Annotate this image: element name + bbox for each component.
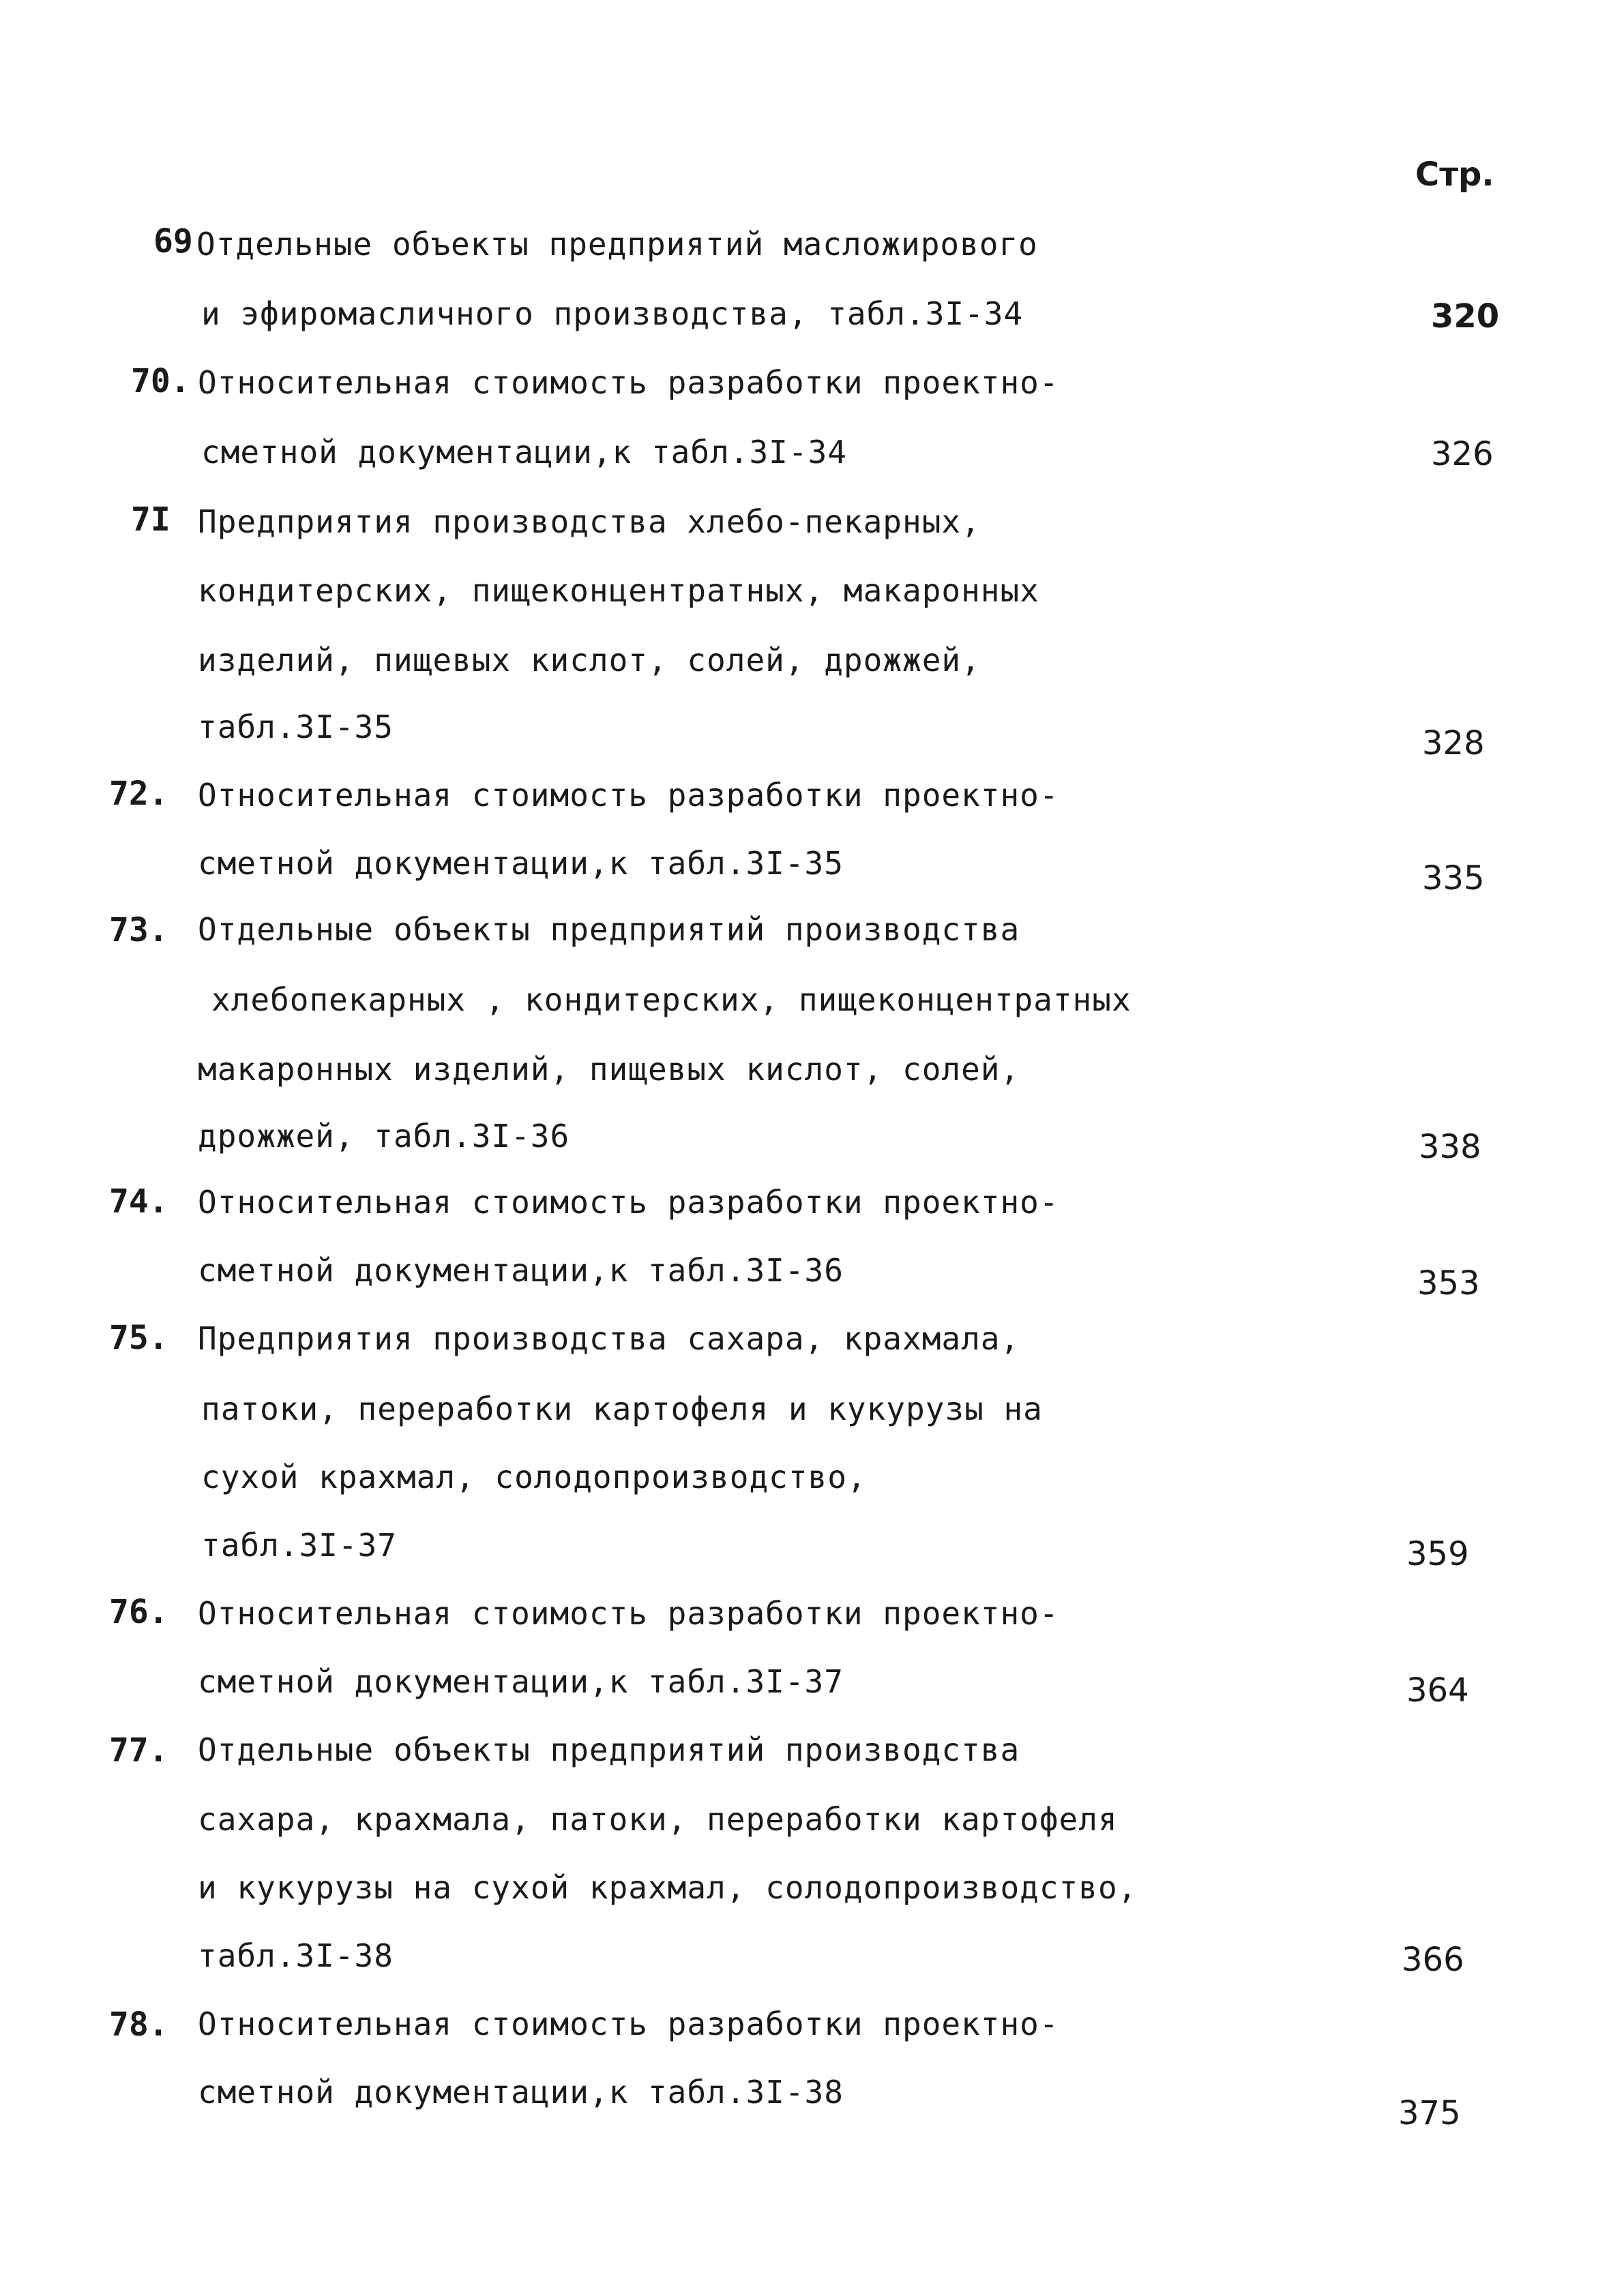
entry-text-line: Предприятия производства хлебо-пекарных, xyxy=(198,503,981,540)
entry-number: 75. xyxy=(109,1319,168,1357)
entry-text-line: сметной документации,к табл.3I-34 xyxy=(201,434,847,471)
entry-text-line: сметной документации,к табл.3I-38 xyxy=(198,2074,844,2111)
entry-text-line: кондитерских, пищеконцентратных, макаронных xyxy=(198,572,1039,609)
entry-page-number: 326 xyxy=(1431,435,1494,473)
entry-text-line: и кукурузы на сухой крахмал, солодопроизводство, xyxy=(198,1869,1138,1906)
entry-page-number: 353 xyxy=(1417,1264,1480,1302)
entry-number: 77. xyxy=(109,1731,168,1770)
entry-text-line: табл.3I-38 xyxy=(198,1937,394,1974)
entry-text-line: Отдельные объекты предприятий производства xyxy=(198,1731,1020,1768)
entry-page-number: 375 xyxy=(1398,2094,1461,2132)
entry-number: 73. xyxy=(109,911,168,949)
entry-text-line: табл.3I-37 xyxy=(201,1527,397,1564)
entry-text-line: Относительная стоимость разработки проектно- xyxy=(198,777,1059,814)
entry-number: 74. xyxy=(109,1182,168,1221)
entry-number: 76. xyxy=(109,1593,168,1631)
entry-text-line: Относительная стоимость разработки проектно- xyxy=(198,1595,1059,1632)
entry-text-line: Отдельные объекты предприятий производства xyxy=(198,911,1020,948)
entry-page-number: 366 xyxy=(1402,1941,1464,1979)
entry-number: 70. xyxy=(131,362,190,400)
page-column-header: Стр. xyxy=(1415,155,1494,194)
entry-text-line: сметной документации,к табл.3I-37 xyxy=(198,1663,844,1700)
entry-text-line: Относительная стоимость разработки проектно- xyxy=(198,1184,1059,1221)
entry-number: 7I xyxy=(131,501,171,539)
entry-page-number: 320 xyxy=(1431,297,1500,336)
entry-page-number: 364 xyxy=(1406,1671,1469,1710)
entry-text-line: Отдельные объекты предприятий масложирового xyxy=(196,226,1038,263)
entry-text-line: сахара, крахмала, патоки, переработки картофеля xyxy=(198,1801,1118,1838)
entry-text-line: хлебопекарных , кондитерских, пищеконцентратных xyxy=(211,981,1132,1018)
entry-number: 72. xyxy=(109,775,168,813)
entry-page-number: 359 xyxy=(1406,1535,1469,1573)
entry-text-line: сметной документации,к табл.3I-35 xyxy=(198,845,844,882)
entry-page-number: 338 xyxy=(1419,1128,1481,1166)
entry-text-line: Предприятия производства сахара, крахмала, xyxy=(198,1320,1020,1357)
entry-number: 78. xyxy=(109,2006,168,2044)
entry-page-number: 328 xyxy=(1422,724,1485,762)
entry-text-line: макаронных изделий, пищевых кислот, солей, xyxy=(198,1051,1020,1088)
entry-text-line: патоки, переработки картофеля и кукурузы на xyxy=(201,1390,1043,1427)
entry-text-line: табл.3I-35 xyxy=(198,709,394,745)
entry-text-line: и эфиромасличного производства, табл.3I-34 xyxy=(201,295,1024,332)
entry-text-line: сухой крахмал, солодопроизводство, xyxy=(201,1459,867,1495)
entry-text-line: изделий, пищевых кислот, солей, дрожжей, xyxy=(198,642,981,679)
entry-number: 69 xyxy=(153,222,193,260)
entry-text-line: дрожжей, табл.3I-36 xyxy=(198,1118,570,1154)
entry-text-line: Относительная стоимость разработки проектно- xyxy=(198,2006,1059,2042)
entry-text-line: Относительная стоимость разработки проектно- xyxy=(198,364,1059,401)
entry-page-number: 335 xyxy=(1422,859,1485,897)
entry-text-line: сметной документации,к табл.3I-36 xyxy=(198,1252,844,1289)
